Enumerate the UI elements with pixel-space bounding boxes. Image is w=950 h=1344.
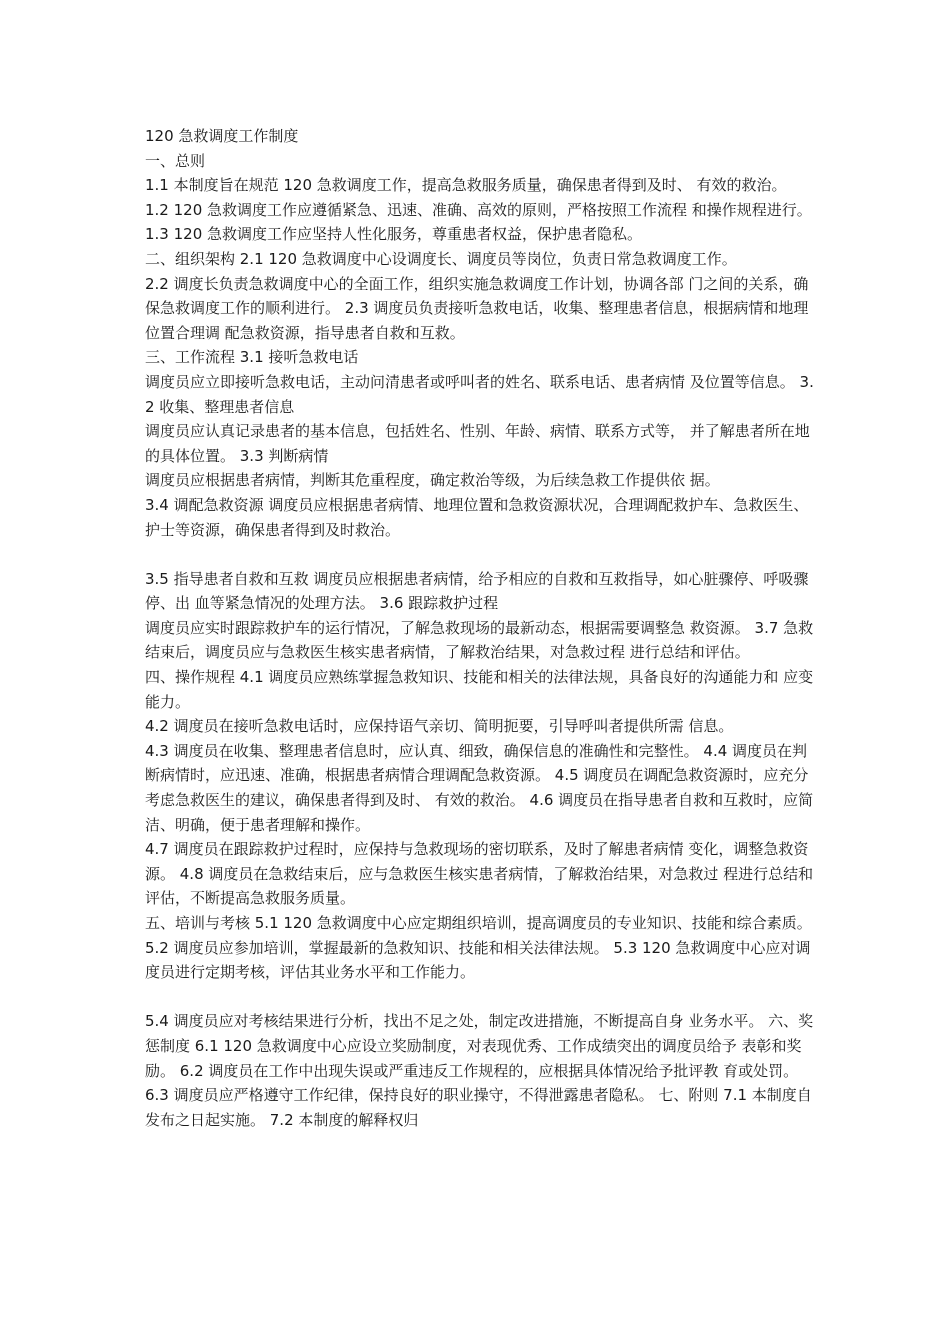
document-paragraph: 4.2 调度员在接听急救电话时，应保持语气亲切、简明扼要，引导呼叫者提供所需 信息。: [145, 717, 734, 736]
document-body: [145, 124, 815, 1132]
document-paragraph: 3.5 指导患者自救和互救 调度员应根据患者病情，给予相应的自救和互救指导，如心脏骤停、呼吸骤停、出 血等紧急情况的处理方法。 3.6 跟踪救护过程: [145, 569, 809, 613]
document-paragraph: 4.7 调度员在跟踪救护过程时，应保持与急救现场的密切联系，及时了解患者病情 变化，调整急救资源。 4.8 调度员在急救结束后，应与急救医生核实患者病情，了解救治结果，对急救过 程进行总结和评估，不断提高急救服务质量。: [145, 840, 814, 908]
document-paragraph: 3.4 调配急救资源 调度员应根据患者病情、地理位置和急救资源状况，合理调配救护车、急救医生、 护士等资源，确保患者得到及时救治。: [145, 495, 809, 539]
document-paragraph: 三、工作流程 3.1 接听急救电话: [145, 348, 359, 367]
document-paragraph: 调度员应立即接听急救电话，主动问清患者或呼叫者的姓名、联系电话、患者病情 及位置等信息。 3.2 收集、整理患者信息: [145, 372, 814, 416]
document-paragraph: 调度员应根据患者病情，判断其危重程度，确定救治等级，为后续急救工作提供依 据。: [145, 471, 720, 490]
document-paragraph: 5.4 调度员应对考核结果进行分析，找出不足之处，制定改进措施，不断提高自身 业务水平。 六、奖惩制度 6.1 120 急救调度中心应设立奖励制度，对表现优秀、工作成绩突出的调度员给予 表彰和奖励。 6.2 调度员在工作中出现失误或严重违反工作规程的，应根据具体情况给予批评教 育或处罚。 6.3 调度员应严格遵守工作纪律，保持良好的职业操守，不得泄露患者隐私。 七、附则 7.1 本制度自发布之日起实施。 7.2 本制度的解释权归: [145, 1012, 814, 1129]
document-paragraph: 4.3 调度员在收集、整理患者信息时，应认真、细致，确保信息的准确性和完整性。 4.4 调度员在判断病情时，应迅速、准确，根据患者病情合理调配急救资源。 4.5 调度员在调配急救资源时，应充分考虑急救医生的建议，确保患者得到及时、 有效的救治。 4.6 调度员在指导患者自救和互救时，应简洁、明确，便于患者理解和操作。: [145, 741, 814, 834]
document-paragraph: 1.2 120 急救调度工作应遵循紧急、迅速、准确、高效的原则，严格按照工作流程 和操作规程进行。 1.3 120 急救调度工作应坚持人性化服务，尊重患者权益，保护患者隐私。: [145, 200, 812, 244]
document-paragraph: 5.2 调度员应参加培训，掌握最新的急救知识、技能和相关法律法规。 5.3 120 急救调度中心应对调度员进行定期考核，评估其业务水平和工作能力。: [145, 938, 811, 982]
document-paragraph: 一、总则: [145, 151, 206, 170]
document-paragraph: 二、组织架构 2.1 120 急救调度中心设调度长、调度员等岗位，负责日常急救调度工作。: [145, 249, 737, 268]
document-title: 120 急救调度工作制度: [145, 127, 299, 145]
document-paragraph: 调度员应实时跟踪救护车的运行情况，了解急救现场的最新动态，根据需要调整急 救资源。 3.7 急救结束后，调度员应与急救医生核实患者病情，了解救治结果，对急救过程 进行总结和评估。: [145, 618, 814, 662]
document-paragraph: 四、操作规程 4.1 调度员应熟练掌握急救知识、技能和相关的法律法规，具备良好的沟通能力和 应变能力。: [145, 668, 814, 711]
document-paragraph: 调度员应认真记录患者的基本信息，包括姓名、性别、年龄、病情、联系方式等， 并了解患者所在地的具体位置。 3.3 判断病情: [145, 422, 810, 465]
document-paragraph: 五、培训与考核 5.1 120 急救调度中心应定期组织培训，提高调度员的专业知识、技能和综合素质。: [145, 914, 812, 932]
document-paragraph: 2.2 调度长负责急救调度中心的全面工作，组织实施急救调度工作计划，协调各部 门之间的关系，确保急救调度工作的顺利进行。 2.3 调度员负责接听急救电话，收集、整理患者信息，根据病情和地理位置合理调 配急救资源，指导患者自救和互救。: [145, 274, 809, 342]
document-paragraph: 1.1 本制度旨在规范 120 急救调度工作，提高急救服务质量，确保患者得到及时、 有效的救治。: [145, 176, 787, 195]
